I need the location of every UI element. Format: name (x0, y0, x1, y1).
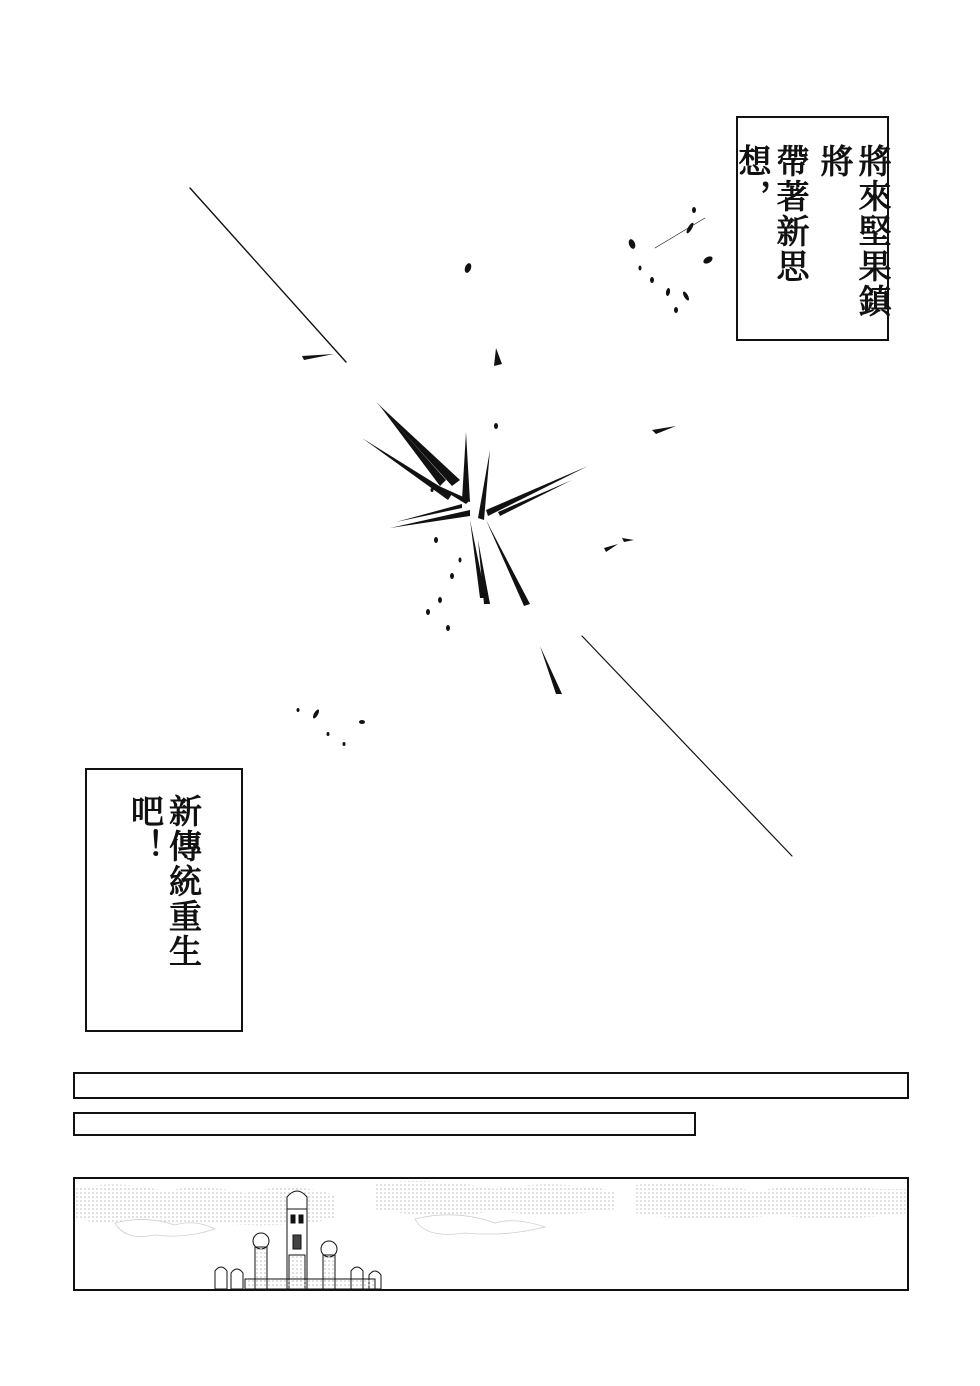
panel-strip-short (73, 1112, 696, 1136)
panel-strip-wide (73, 1072, 909, 1099)
caption-column-2: 帶著新思想， (733, 144, 811, 284)
panel-skyline (73, 1177, 909, 1291)
caption-column-1: 新傳統重生吧！ (126, 794, 203, 969)
caption-box-bottom-left (85, 768, 243, 1032)
caption-box-top-right (733, 116, 893, 341)
skyline-illustration (75, 1179, 907, 1289)
caption-column-1: 將來堅果鎮將 (815, 144, 893, 319)
